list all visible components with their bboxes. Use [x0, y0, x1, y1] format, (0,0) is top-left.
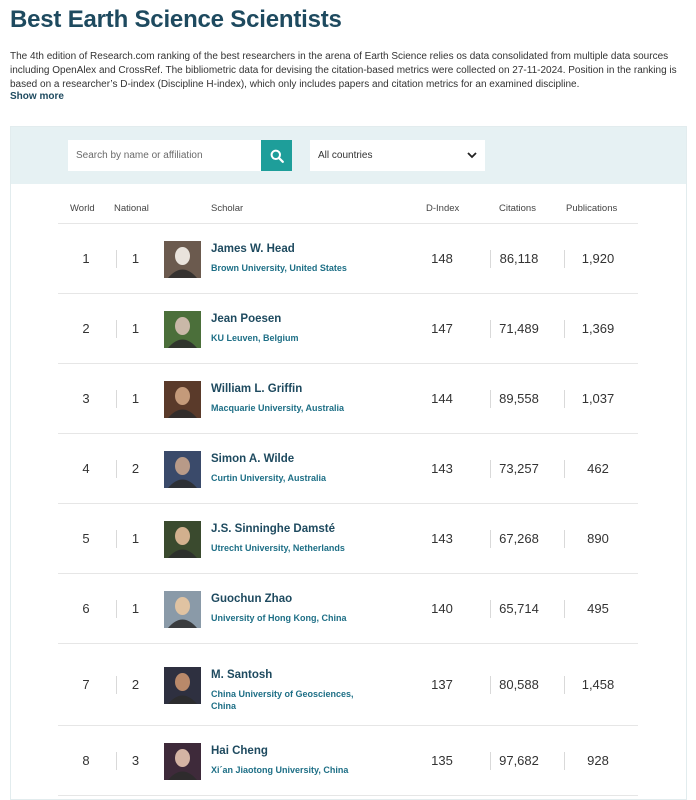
table-body — [58, 224, 638, 796]
scholar-affiliation: Utrecht University, Netherlands — [211, 543, 345, 553]
col-national[interactable]: National — [114, 203, 149, 214]
publications-value: 890 — [587, 531, 609, 546]
national-rank: 1 — [131, 251, 140, 266]
world-rank: 4 — [82, 461, 90, 476]
ranking-table — [58, 184, 638, 796]
world-rank: 8 — [82, 753, 90, 768]
search-icon — [270, 149, 284, 163]
country-select-value: All countries — [318, 150, 373, 161]
table-row — [58, 574, 638, 644]
citations-value: 67,268 — [499, 531, 539, 546]
publications-value: 462 — [587, 461, 609, 476]
national-rank: 1 — [131, 531, 140, 546]
table-row — [58, 434, 638, 504]
chevron-down-icon — [467, 152, 477, 159]
citations-value: 73,257 — [499, 461, 539, 476]
publications-value: 928 — [587, 753, 609, 768]
national-rank: 1 — [131, 391, 140, 406]
publications-value: 1,458 — [581, 677, 615, 692]
col-scholar[interactable]: Scholar — [211, 203, 244, 214]
search-input[interactable] — [68, 140, 262, 171]
citations-value: 86,118 — [499, 251, 539, 266]
citations-value: 65,714 — [499, 601, 539, 616]
avatar[interactable] — [164, 521, 201, 558]
table-row — [58, 364, 638, 434]
intro-text: The 4th edition of Research.com ranking of the best researchers in the arena of Earth Science relies os data consolidated from multiple data sources including OpenAlex and CrossRef. The bibliometric data for devising the citation-based metrics were collected on 27-11-2024. Position in the ranking is based on a researcher’s D-index (Discipline H-index), which only includes papers and citation metrics for an examined discipline. — [10, 51, 677, 90]
ranking-panel — [10, 126, 687, 800]
national-rank: 1 — [131, 601, 140, 616]
page-title: Best Earth Science Scientists — [10, 6, 342, 33]
world-rank: 5 — [82, 531, 90, 546]
citations-value: 97,682 — [499, 753, 539, 768]
world-rank: 7 — [82, 677, 90, 692]
show-more-link[interactable]: Show more — [10, 91, 64, 102]
citations-value: 71,489 — [499, 321, 539, 336]
filter-bar — [11, 127, 686, 184]
dindex-value: 147 — [431, 321, 453, 336]
avatar[interactable] — [164, 451, 201, 488]
scholar-name-link[interactable]: James W. Head — [211, 243, 295, 255]
avatar[interactable] — [164, 591, 201, 628]
search-button[interactable] — [261, 140, 292, 171]
world-rank: 2 — [82, 321, 90, 336]
scholar-name-link[interactable]: William L. Griffin — [211, 383, 303, 395]
col-citations[interactable]: Citations — [499, 203, 536, 214]
publications-value: 1,037 — [581, 391, 615, 406]
table-row — [58, 224, 638, 294]
world-rank: 6 — [82, 601, 90, 616]
col-publications[interactable]: Publications — [566, 203, 618, 214]
avatar[interactable] — [164, 667, 201, 704]
scholar-name-link[interactable]: Simon A. Wilde — [211, 453, 295, 465]
publications-value: 1,920 — [581, 251, 615, 266]
world-rank: 3 — [82, 391, 90, 406]
publications-value: 495 — [587, 601, 609, 616]
scholar-affiliation: Macquarie University, Australia — [211, 403, 345, 413]
table-header — [58, 184, 638, 224]
dindex-value: 143 — [431, 461, 453, 476]
table-row — [58, 504, 638, 574]
national-rank: 3 — [131, 753, 140, 768]
scholar-name-link[interactable]: J.S. Sinninghe Damsté — [211, 523, 335, 535]
table-row — [58, 644, 638, 726]
avatar[interactable] — [164, 381, 201, 418]
dindex-value: 144 — [431, 391, 453, 406]
scholar-affiliation: China University of Geosciences, China — [211, 689, 354, 711]
publications-value: 1,369 — [581, 321, 615, 336]
dindex-value: 135 — [431, 753, 453, 768]
scholar-name-link[interactable]: Guochun Zhao — [211, 593, 293, 605]
scholar-name-link[interactable]: M. Santosh — [211, 669, 273, 681]
table-row — [58, 726, 638, 796]
national-rank: 2 — [131, 677, 140, 692]
citations-value: 89,558 — [499, 391, 539, 406]
col-world[interactable]: World — [70, 203, 95, 214]
scholar-affiliation: KU Leuven, Belgium — [211, 333, 299, 343]
citations-value: 80,588 — [499, 677, 539, 692]
national-rank: 2 — [131, 461, 140, 476]
avatar[interactable] — [164, 743, 201, 780]
scholar-name-link[interactable]: Hai Cheng — [211, 745, 268, 757]
dindex-value: 148 — [431, 251, 453, 266]
dindex-value: 140 — [431, 601, 453, 616]
scholar-affiliation: Curtin University, Australia — [211, 473, 327, 483]
table-row — [58, 294, 638, 364]
avatar[interactable] — [164, 311, 201, 348]
world-rank: 1 — [82, 251, 90, 266]
dindex-value: 143 — [431, 531, 453, 546]
scholar-affiliation: University of Hong Kong, China — [211, 613, 347, 623]
scholar-name-link[interactable]: Jean Poesen — [211, 313, 282, 325]
col-dindex[interactable]: D-Index — [426, 203, 460, 214]
scholar-affiliation: Xi´an Jiaotong University, China — [211, 765, 349, 775]
country-select[interactable] — [310, 140, 485, 171]
national-rank: 1 — [131, 321, 140, 336]
dindex-value: 137 — [431, 677, 453, 692]
scholar-affiliation: Brown University, United States — [211, 263, 347, 273]
avatar[interactable] — [164, 241, 201, 278]
